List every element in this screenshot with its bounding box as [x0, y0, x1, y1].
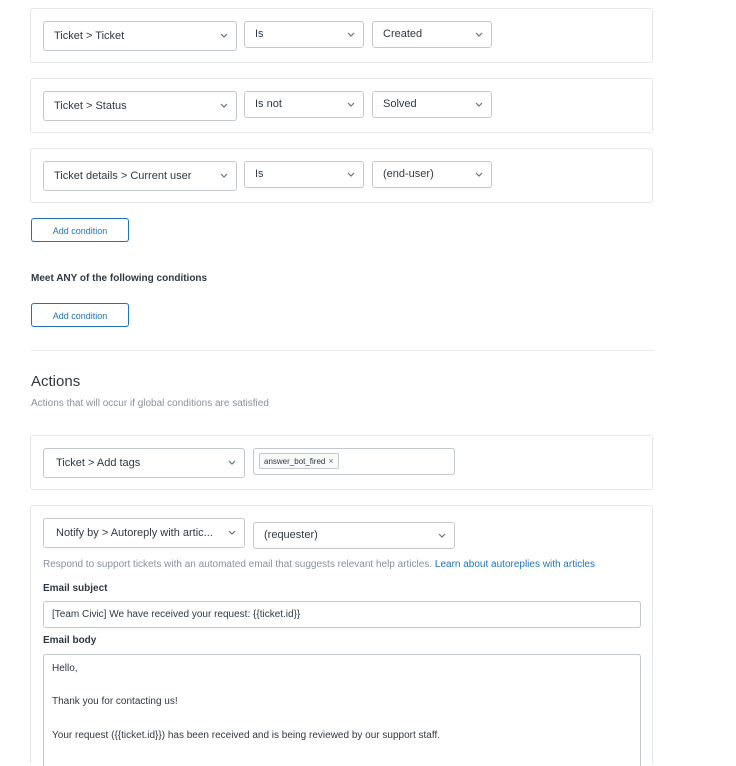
chevron-down-icon — [228, 458, 236, 466]
condition-value-select[interactable]: Solved — [372, 91, 492, 118]
email-body-line: Hello, — [52, 663, 78, 674]
recipient-select[interactable]: (requester) — [253, 522, 455, 549]
add-condition-any-button[interactable]: Add condition — [31, 303, 129, 327]
condition-operator-select[interactable]: Is — [244, 161, 364, 188]
chevron-down-icon — [347, 100, 355, 108]
condition-operator-select[interactable]: Is not — [244, 91, 364, 118]
email-subject-label: Email subject — [43, 583, 108, 594]
actions-subtitle: Actions that will occur if global conditions are satisfied — [31, 398, 269, 409]
condition-field-select[interactable]: Ticket > Ticket — [43, 21, 237, 51]
condition-row — [30, 78, 653, 133]
chevron-down-icon — [475, 100, 483, 108]
condition-field-select[interactable]: Ticket > Status — [43, 91, 237, 121]
condition-value-select[interactable]: (end-user) — [372, 161, 492, 188]
action-row — [30, 435, 653, 490]
any-conditions-heading: Meet ANY of the following conditions — [31, 273, 208, 284]
email-body-textarea[interactable] — [43, 654, 641, 766]
action-field-select[interactable]: Notify by > Autoreply with artic... — [43, 518, 245, 548]
email-body-line: Your request ({{ticket.id}}) has been received and is being reviewed by our support staff. — [52, 730, 441, 741]
section-divider — [31, 350, 655, 351]
condition-operator-select[interactable]: Is — [244, 21, 364, 48]
condition-row — [30, 148, 653, 203]
chevron-down-icon — [220, 31, 228, 39]
autoreply-help-link[interactable]: Learn about autoreplies with articles — [434, 559, 595, 570]
condition-row — [30, 8, 653, 63]
actions-title: Actions — [31, 373, 81, 390]
chevron-down-icon — [228, 528, 236, 536]
chevron-down-icon — [220, 171, 228, 179]
chevron-down-icon — [347, 30, 355, 38]
email-body-label: Email body — [43, 635, 97, 646]
close-icon[interactable]: × — [328, 456, 334, 466]
tags-input[interactable] — [253, 448, 455, 475]
chevron-down-icon — [475, 30, 483, 38]
email-body-line: Thank you for contacting us! — [52, 696, 178, 707]
chevron-down-icon — [475, 170, 483, 178]
condition-field-select[interactable]: Ticket details > Current user — [43, 161, 237, 191]
condition-value-select[interactable]: Created — [372, 21, 492, 48]
chevron-down-icon — [347, 170, 355, 178]
chevron-down-icon — [220, 101, 228, 109]
autoreply-help-text: Respond to support tickets with an automated email that suggests relevant help articles. Learn about autoreplies with articles — [43, 559, 595, 570]
action-row — [30, 505, 653, 765]
chevron-down-icon — [438, 531, 446, 539]
action-field-select[interactable]: Ticket > Add tags — [43, 448, 245, 478]
email-subject-input[interactable]: [Team Civic] We have received your request: {{ticket.id}} — [43, 601, 641, 628]
tag-chip: answer_bot_fired × — [259, 453, 339, 469]
add-condition-all-button[interactable]: Add condition — [31, 218, 129, 242]
